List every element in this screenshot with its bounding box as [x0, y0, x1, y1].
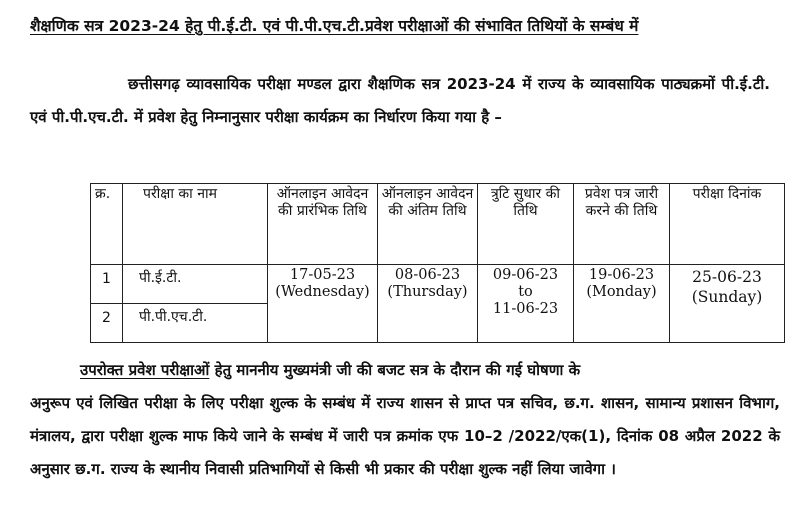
exam-date: 25-06-23: [692, 268, 762, 286]
start-date-cell: [268, 265, 378, 343]
header-exam-name: परीक्षा का नाम: [123, 184, 268, 265]
header-serial: क्र.: [91, 184, 123, 265]
header-exam-date: परीक्षा दिनांक: [670, 184, 785, 265]
exam-day: (Sunday): [691, 288, 763, 306]
header-end-date: ऑनलाइन आवेदन की अंतिम तिथि: [378, 184, 478, 265]
header-correction-date: त्रुटि सुधार की तिथि: [478, 184, 574, 265]
row-exam-name: पी.ई.टी.: [123, 265, 268, 304]
correction-date-cell: [478, 265, 574, 343]
intro-paragraph: छत्तीसगढ़ व्यावसायिक परीक्षा मण्डल द्वारा शैक्षणिक सत्र 2023-24 में राज्य के व्यावसायिक पाठ्यक्रमों पी.ई.टी. एवं पी.पी.एच.टी. में प्रवेश हेतु निम्नानुसार परीक्षा कार्यक्रम का निर्धारण किया गया है –: [30, 75, 770, 126]
start-day: (Wednesday): [275, 284, 370, 300]
table-header-row: [91, 184, 785, 265]
admit-card-date-cell: [574, 265, 670, 343]
note-underlined-phrase: उपरोक्त प्रवेश परीक्षाओं: [80, 361, 210, 379]
table-row: [91, 265, 785, 304]
exam-schedule-table: [90, 183, 785, 343]
admit-card-day: (Monday): [586, 284, 657, 300]
row-exam-name: पी.पी.एच.टी.: [123, 304, 268, 343]
note-paragraph: अनुरूप एवं लिखित परीक्षा के लिए परीक्षा शुल्क के सम्बंध में राज्य शासन से प्राप्त पत्र सचिव, छ.ग. शासन, सामान्य प्रशासन विभाग, मंत्रालय, द्वारा परीक्षा शुल्क माफ किये जाने के सम्बंध में जारी पत्र क्रमांक एफ 10–2 /2022/एक(1), दिनांक 08 अप्रैल 2022 के अनुसार छ.ग. राज्य के स्थानीय निवासी प्रतिभागियों से किसी भी प्रकार की परीक्षा शुल्क नहीं लिया जावेगा ।: [30, 394, 780, 478]
end-date-cell: [378, 265, 478, 343]
note-first-line: [80, 354, 780, 387]
note-first-line-rest: हेतु माननीय मुख्यमंत्री जी की बजट सत्र के दौरान की गई घोषणा के: [214, 361, 581, 379]
end-date: 08-06-23: [394, 267, 461, 283]
correction-from-date: 09-06-23: [492, 267, 559, 283]
start-date: 17-05-23: [289, 267, 356, 283]
header-start-date: ऑनलाइन आवेदन की प्रारंभिक तिथि: [268, 184, 378, 265]
row-serial: 1: [91, 265, 123, 304]
correction-to-word: to: [518, 284, 533, 300]
end-day: (Thursday): [387, 284, 468, 300]
header-admit-card-date: प्रवेश पत्र जारी करने की तिथि: [574, 184, 670, 265]
correction-to-date: 11-06-23: [492, 301, 559, 317]
document-heading: शैक्षणिक सत्र 2023-24 हेतु पी.ई.टी. एवं पी.पी.एच.टी.प्रवेश परीक्षाओं की संभावित तिथियों के सम्बंध में: [30, 17, 639, 35]
admit-card-date: 19-06-23: [588, 267, 655, 283]
exam-date-cell: [670, 265, 785, 343]
row-serial: 2: [91, 304, 123, 343]
